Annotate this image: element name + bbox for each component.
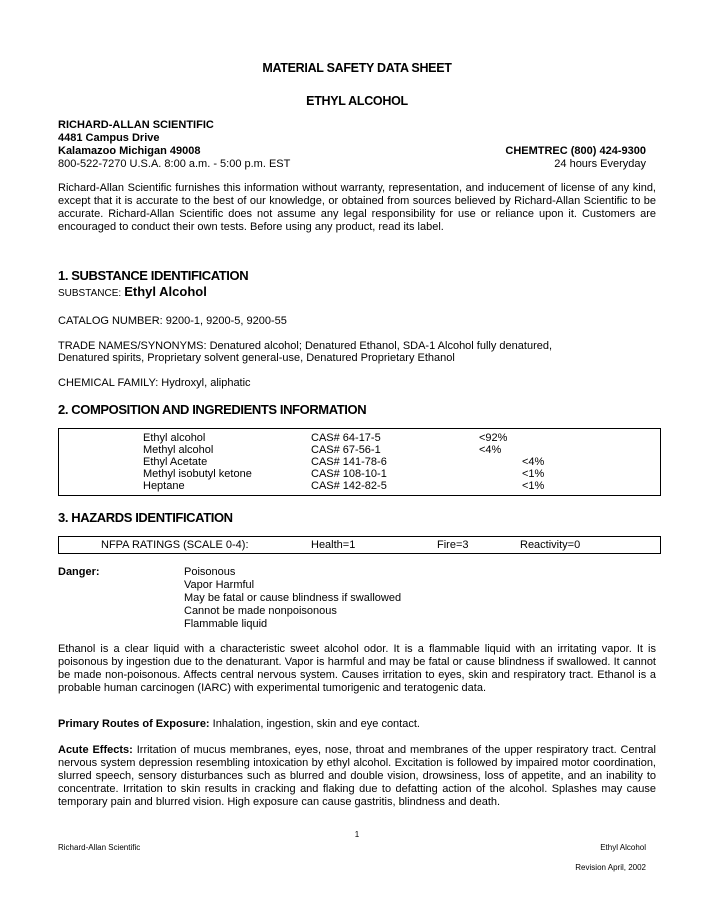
document-subtitle: ETHYL ALCOHOL: [306, 94, 408, 108]
nfpa-fire: Fire=3: [437, 539, 469, 551]
document-title: MATERIAL SAFETY DATA SHEET: [262, 61, 452, 75]
company-phone: 800-522-7270 U.S.A. 8:00 a.m. - 5:00 p.m. EST: [58, 158, 291, 170]
routes-of-exposure: [58, 718, 420, 730]
ingredient-cas: CAS# 67-56-1: [311, 444, 381, 456]
routes-label: Primary Routes of Exposure:: [58, 718, 210, 730]
chemtrec-phone: CHEMTREC (800) 424-9300: [505, 145, 646, 157]
ingredient-name: Heptane: [143, 480, 185, 492]
danger-item: Vapor Harmful: [184, 579, 255, 591]
ingredient-name: Ethyl alcohol: [143, 432, 206, 444]
ingredient-percent: <1%: [522, 480, 545, 492]
footer-product: Ethyl Alcohol: [600, 843, 646, 852]
substance-label: SUBSTANCE:: [58, 288, 122, 299]
chemical-family: CHEMICAL FAMILY: Hydroxyl, aliphatic: [58, 377, 251, 389]
company-city: Kalamazoo Michigan 49008: [58, 145, 201, 157]
section-3-title: 3. HAZARDS IDENTIFICATION: [58, 510, 233, 525]
company-name: RICHARD-ALLAN SCIENTIFIC: [58, 119, 214, 131]
nfpa-ratings-box: [58, 536, 661, 554]
ingredient-name: Methyl alcohol: [143, 444, 214, 456]
ingredient-cas: CAS# 141-78-6: [311, 456, 387, 468]
acute-effects-text: Irritation of mucus membranes, eyes, nose, throat and membranes of the upper respiratory tract. Central nervous system depression resembling intoxication by ethyl alcohol. Excitation is followed by impaired motor coordination, slurred speech, sensory disturbances such as blurred and double vision, drowsiness, loss of appetite, and an inability to concentrate. Irritation to skin results in cracking and flaking due to defatting action of the alcohol. Splashes may cause temporary pain and blurred vision. High exposure can cause gastritis, blindness and death.: [58, 744, 656, 808]
footer-revision: Revision April, 2002: [575, 863, 646, 872]
section-1-title: 1. SUBSTANCE IDENTIFICATION: [58, 268, 249, 283]
ingredient-cas: CAS# 108-10-1: [311, 468, 387, 480]
company-street: 4481 Campus Drive: [58, 132, 160, 144]
danger-item: May be fatal or cause blindness if swallowed: [184, 592, 402, 604]
substance-value: Ethyl Alcohol: [124, 284, 207, 299]
catalog-number: CATALOG NUMBER: 9200-1, 9200-5, 9200-55: [58, 315, 287, 327]
disclaimer-paragraph: Richard-Allan Scientific furnishes this information without warranty, representation, and inducement of license of any kind, except that it is accurate to the best of our knowledge, or obtained from sources believed by Richard-Allan Scientific to be accurate. Richard-Allan Scientific does not assume any legal responsibility for use or reliance upon it. Customers are encouraged to conduct their own tests. Before using any product, read its label.: [58, 182, 656, 233]
routes-text: Inhalation, ingestion, skin and eye contact.: [212, 718, 420, 730]
danger-item: Flammable liquid: [184, 618, 268, 630]
ingredient-percent: <4%: [522, 456, 545, 468]
acute-effects-label: Acute Effects:: [58, 744, 133, 756]
ingredient-cas: CAS# 64-17-5: [311, 432, 381, 444]
trade-names-line-2: Denatured spirits, Proprietary solvent general-use, Denatured Proprietary Ethanol: [58, 352, 455, 364]
ingredient-percent: <1%: [522, 468, 545, 480]
section-2-title: 2. COMPOSITION AND INGREDIENTS INFORMATION: [58, 402, 367, 417]
trade-names-line-1: TRADE NAMES/SYNONYMS: Denatured alcohol; Denatured Ethanol, SDA-1 Alcohol fully denatured,: [58, 340, 553, 352]
danger-item: Cannot be made nonpoisonous: [184, 605, 337, 617]
danger-item: Poisonous: [184, 566, 236, 578]
ingredient-percent: <92%: [479, 432, 508, 444]
substance-line: [58, 284, 207, 299]
ingredient-name: Ethyl Acetate: [143, 456, 208, 468]
page-number: 1: [354, 830, 360, 839]
nfpa-reactivity: Reactivity=0: [520, 539, 581, 551]
ingredients-table: [58, 428, 661, 496]
acute-effects-paragraph: [58, 744, 656, 809]
footer-company: Richard-Allan Scientific: [58, 843, 141, 852]
ingredient-percent: <4%: [479, 444, 502, 456]
nfpa-health: Health=1: [311, 539, 356, 551]
ingredient-cas: CAS# 142-82-5: [311, 480, 387, 492]
hazard-overview-paragraph: Ethanol is a clear liquid with a characteristic sweet alcohol odor. It is a flammable liquid with an irritating vapor. It is poisonous by ingestion due to the denaturant. Vapor is harmful and may be fatal or cause blindness if swallowed. It cannot be made non-poisonous. Affects central nervous system. Causes irritation to eyes, skin and respiratory tract. Ethanol is a probable human carcinogen (IARC) with experimental tumorigenic and teratogenic data.: [58, 643, 656, 694]
chemtrec-hours: 24 hours Everyday: [554, 158, 646, 170]
nfpa-label: NFPA RATINGS (SCALE 0-4):: [101, 539, 249, 551]
ingredient-name: Methyl isobutyl ketone: [143, 468, 252, 480]
danger-label: Danger:: [58, 566, 100, 578]
